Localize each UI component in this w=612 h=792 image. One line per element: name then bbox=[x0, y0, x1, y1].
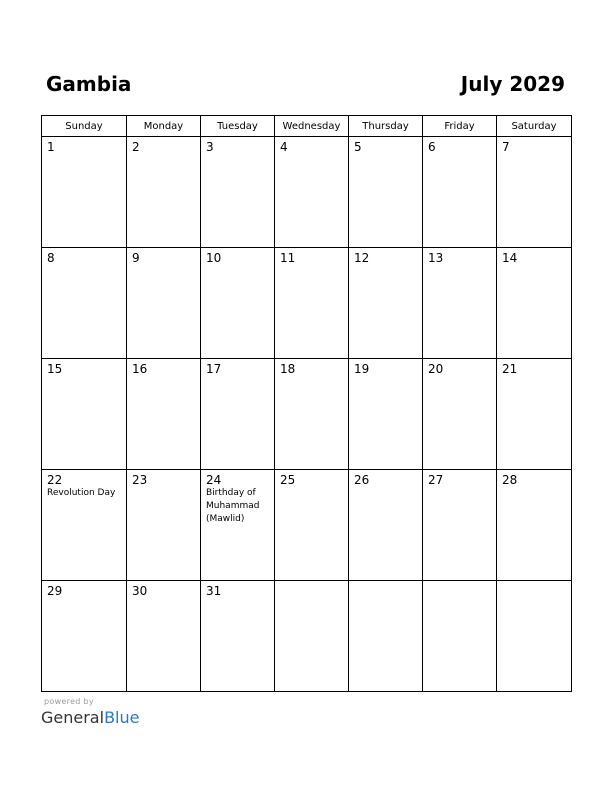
day-number: 19 bbox=[354, 362, 370, 376]
calendar-grid bbox=[41, 115, 572, 692]
weekday-wednesday: Wednesday bbox=[275, 116, 349, 137]
day-number: 14 bbox=[502, 251, 518, 265]
day-number: 31 bbox=[206, 584, 222, 598]
day-number: 6 bbox=[428, 140, 436, 154]
holiday-label: Birthday of Muhammad (Mawlid) bbox=[206, 488, 260, 524]
day-cell bbox=[201, 359, 275, 470]
day-number: 23 bbox=[132, 473, 148, 487]
day-cell bbox=[349, 359, 423, 470]
day-cell bbox=[423, 359, 497, 470]
day-cell bbox=[423, 137, 497, 248]
weekday-monday: Monday bbox=[127, 116, 201, 137]
day-cell bbox=[201, 137, 275, 248]
day-number: 29 bbox=[47, 584, 63, 598]
day-cell bbox=[275, 248, 349, 359]
day-number: 18 bbox=[280, 362, 296, 376]
day-cell bbox=[127, 137, 201, 248]
week-row-4 bbox=[42, 470, 572, 581]
day-cell bbox=[127, 248, 201, 359]
day-cell bbox=[127, 359, 201, 470]
day-number: 11 bbox=[280, 251, 296, 265]
country-title: Gambia bbox=[46, 72, 132, 96]
day-cell bbox=[127, 581, 201, 692]
weekday-saturday: Saturday bbox=[497, 116, 572, 137]
day-number: 22 bbox=[47, 473, 63, 487]
day-number: 3 bbox=[206, 140, 214, 154]
day-number: 24 bbox=[206, 473, 222, 487]
day-cell bbox=[42, 470, 127, 581]
weekday-friday: Friday bbox=[423, 116, 497, 137]
day-cell bbox=[275, 359, 349, 470]
week-row-3 bbox=[42, 359, 572, 470]
day-number: 20 bbox=[428, 362, 444, 376]
month-year-title: July 2029 bbox=[460, 72, 565, 96]
weekday-header-row bbox=[42, 116, 572, 137]
day-cell bbox=[275, 137, 349, 248]
day-cell bbox=[423, 248, 497, 359]
day-cell bbox=[42, 359, 127, 470]
day-cell bbox=[201, 581, 275, 692]
week-row-2 bbox=[42, 248, 572, 359]
day-cell bbox=[423, 470, 497, 581]
day-number: 30 bbox=[132, 584, 148, 598]
day-number: 26 bbox=[354, 473, 370, 487]
week-row-5 bbox=[42, 581, 572, 692]
brand-general-text: General bbox=[41, 708, 105, 727]
day-cell bbox=[349, 248, 423, 359]
day-cell bbox=[201, 470, 275, 581]
day-cell bbox=[42, 581, 127, 692]
day-cell bbox=[423, 581, 497, 692]
powered-by-text: powered by bbox=[44, 697, 94, 706]
day-number: 9 bbox=[132, 251, 140, 265]
day-number: 10 bbox=[206, 251, 222, 265]
day-cell bbox=[127, 470, 201, 581]
day-number: 2 bbox=[132, 140, 140, 154]
day-cell bbox=[497, 248, 572, 359]
day-cell bbox=[349, 470, 423, 581]
day-cell bbox=[42, 248, 127, 359]
day-cell bbox=[497, 581, 572, 692]
day-cell bbox=[349, 137, 423, 248]
brand-blue-text: Blue bbox=[104, 708, 140, 727]
holiday-label: Revolution Day bbox=[47, 488, 116, 498]
day-number: 5 bbox=[354, 140, 362, 154]
weekday-thursday: Thursday bbox=[349, 116, 423, 137]
day-number: 15 bbox=[47, 362, 63, 376]
day-cell bbox=[497, 470, 572, 581]
day-number: 27 bbox=[428, 473, 444, 487]
day-cell bbox=[349, 581, 423, 692]
day-cell bbox=[497, 137, 572, 248]
day-number: 21 bbox=[502, 362, 518, 376]
day-number: 12 bbox=[354, 251, 370, 265]
generalblue-logo[interactable] bbox=[41, 708, 139, 728]
day-number: 13 bbox=[428, 251, 444, 265]
weekday-sunday: Sunday bbox=[42, 116, 127, 137]
day-number: 25 bbox=[280, 473, 296, 487]
day-number: 28 bbox=[502, 473, 518, 487]
day-number: 8 bbox=[47, 251, 55, 265]
day-cell bbox=[275, 581, 349, 692]
day-cell bbox=[42, 137, 127, 248]
day-cell bbox=[275, 470, 349, 581]
day-number: 7 bbox=[502, 140, 510, 154]
day-cell bbox=[201, 248, 275, 359]
day-number: 1 bbox=[47, 140, 55, 154]
day-number: 17 bbox=[206, 362, 222, 376]
day-number: 16 bbox=[132, 362, 148, 376]
week-row-1 bbox=[42, 137, 572, 248]
weekday-tuesday: Tuesday bbox=[201, 116, 275, 137]
day-number: 4 bbox=[280, 140, 288, 154]
day-cell bbox=[497, 359, 572, 470]
